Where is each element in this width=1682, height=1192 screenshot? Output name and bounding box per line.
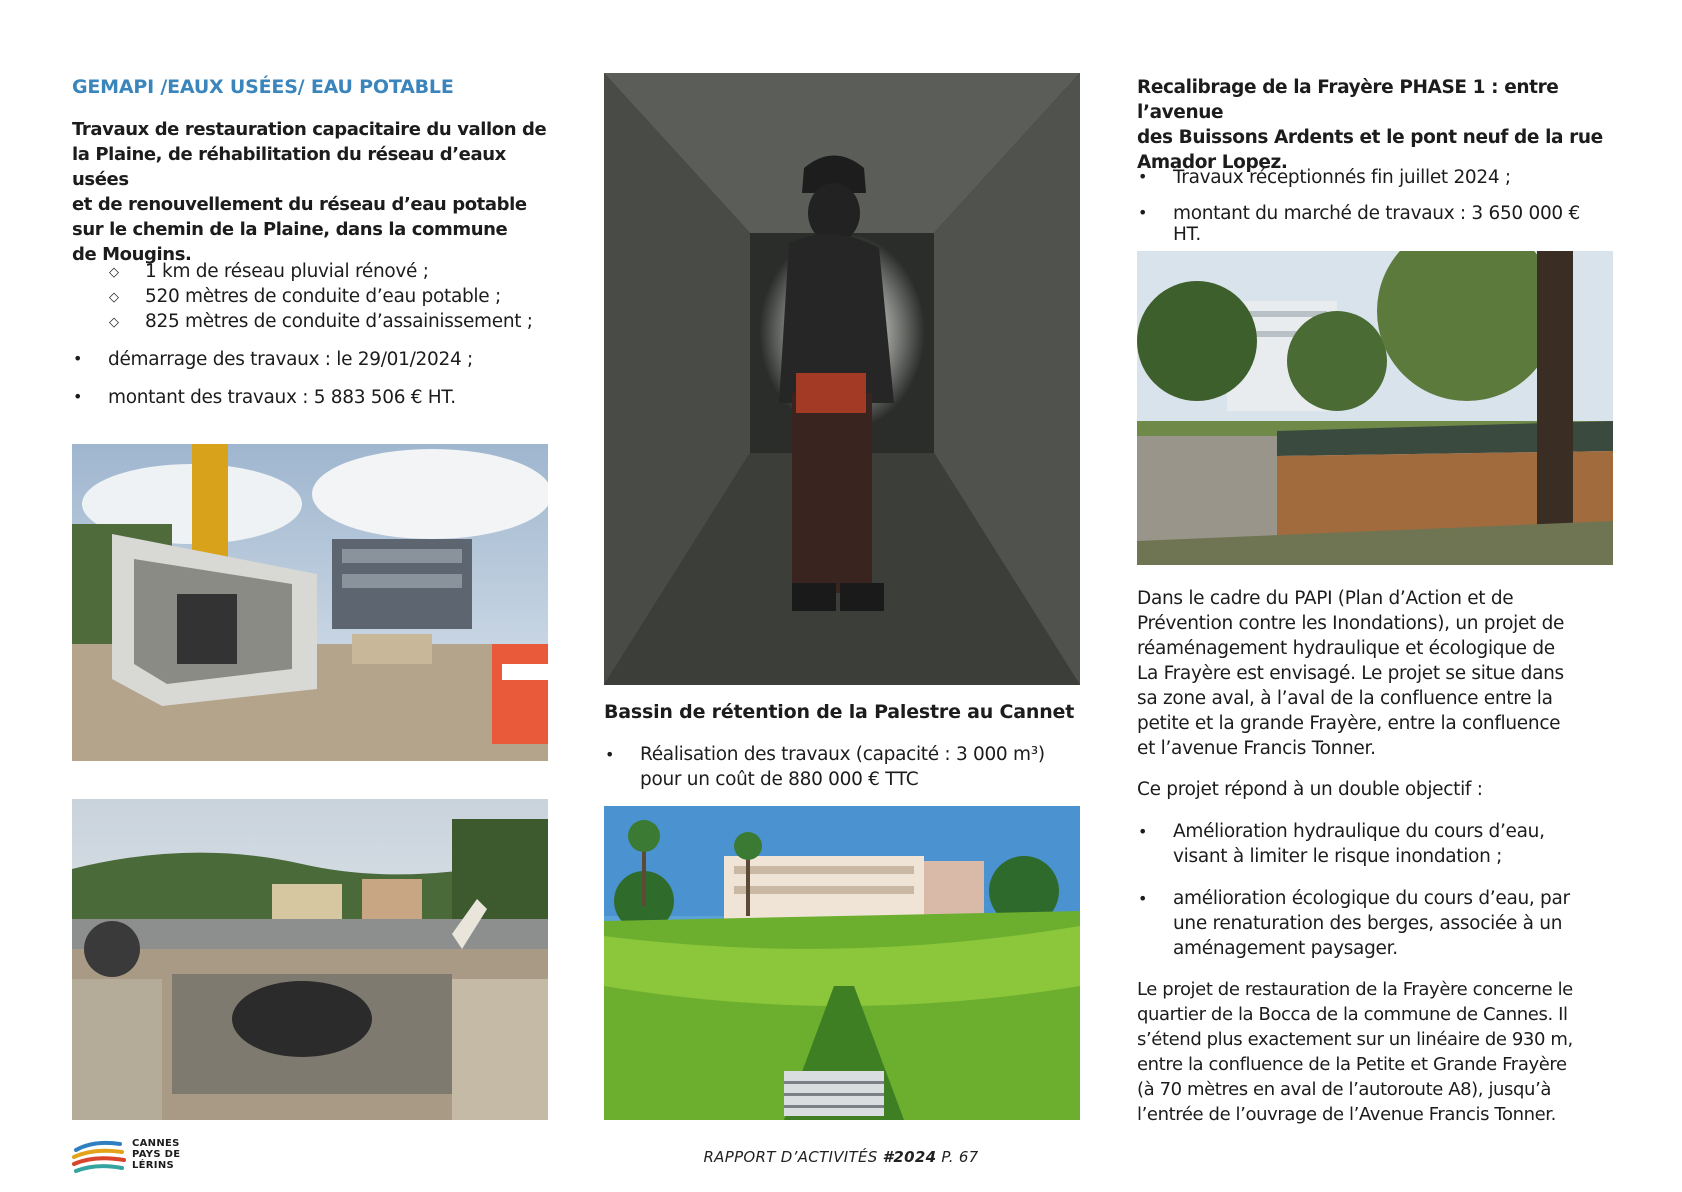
closing-paragraph	[1137, 977, 1573, 1127]
photo-tunnel-worker	[604, 73, 1080, 685]
list-item: • démarrage des travaux : le 29/01/2024 ;	[108, 349, 473, 370]
list-item: ◇ 1 km de réseau pluvial rénové ;	[145, 259, 533, 284]
phase-heading	[1137, 75, 1613, 175]
list-line: visant à limiter le risque inondation ;	[1173, 846, 1503, 867]
page-footer	[0, 1148, 1682, 1166]
closing-line: l’entrée de l’ouvrage de l’Avenue Francis Tonner.	[1137, 1104, 1556, 1125]
report-number: #2024	[882, 1148, 937, 1166]
intro-paragraph	[72, 117, 548, 267]
list-line: • amélioration écologique du cours d’eau, par	[1173, 888, 1570, 909]
intro-line: de Mougins.	[72, 244, 192, 265]
list-item: ◇ 520 mètres de conduite d’eau potable ;	[145, 284, 533, 309]
papi-line: réaménagement hydraulique et écologique de	[1137, 638, 1555, 659]
list-line: aménagement paysager.	[1173, 938, 1398, 959]
list-item	[1173, 886, 1570, 961]
closing-line: quartier de la Bocca de la commune de Cannes. Il	[1137, 1004, 1568, 1025]
list-item: • montant du marché de travaux : 3 650 000 € HT.	[1173, 203, 1613, 245]
sub-item-list	[145, 259, 533, 334]
heading-line: Amador Lopez.	[1137, 152, 1288, 173]
closing-line: (à 70 mètres en aval de l’autoroute A8), jusqu’à	[1137, 1079, 1552, 1100]
report-label: RAPPORT D’ACTIVITÉS	[703, 1148, 878, 1166]
objective-list	[1173, 819, 1570, 961]
logo-text: CANNES PAYS DE LÉRINS	[132, 1138, 181, 1171]
papi-line: Dans le cadre du PAPI (Plan d’Action et de	[1137, 588, 1514, 609]
list-line: une renaturation des berges, associée à un	[1173, 913, 1563, 934]
closing-line: Le projet de restauration de la Frayère concerne le	[1137, 979, 1573, 1000]
closing-line: entre la confluence de la Petite et Grande Frayère	[1137, 1054, 1567, 1075]
papi-line: sa zone aval, à l’aval de la confluence entre la	[1137, 688, 1553, 709]
list-line: • Amélioration hydraulique du cours d’eau,	[1173, 821, 1545, 842]
papi-line: petite et la grande Frayère, entre la confluence	[1137, 713, 1561, 734]
papi-line: et l’avenue Francis Tonner.	[1137, 738, 1376, 759]
bullet-list	[108, 349, 473, 408]
list-item	[1173, 819, 1570, 869]
heading-line: des Buissons Ardents et le pont neuf de la rue	[1137, 127, 1603, 148]
section-heading: Bassin de rétention de la Palestre au Cannet	[604, 701, 1075, 723]
objective-text: Ce projet répond à un double objectif :	[1137, 779, 1483, 800]
intro-line: Travaux de restauration capacitaire du vallon de	[72, 119, 547, 140]
bullet-list	[640, 742, 1045, 792]
papi-paragraph	[1137, 586, 1613, 761]
papi-line: La Frayère est envisagé. Le projet se situe dans	[1137, 663, 1564, 684]
bullet-list	[1173, 167, 1613, 245]
section-heading: GEMAPI /EAUX USÉES/ EAU POTABLE	[72, 76, 454, 98]
list-line: • Réalisation des travaux (capacité : 3 000 m³)	[640, 744, 1045, 765]
closing-line: s’étend plus exactement sur un linéaire de 930 m,	[1137, 1029, 1573, 1050]
photo-culvert-installation	[72, 444, 548, 761]
intro-line: sur le chemin de la Plaine, dans la commune	[72, 219, 508, 240]
intro-line: la Plaine, de réhabilitation du réseau d’eaux usées	[72, 144, 506, 190]
list-item	[640, 742, 1045, 792]
heading-line: Recalibrage de la Frayère PHASE 1 : entre l’avenue	[1137, 77, 1559, 123]
list-item: • montant des travaux : 5 883 506 € HT.	[108, 387, 473, 408]
page-number: P. 67	[941, 1148, 979, 1166]
list-item: • Travaux réceptionnés fin juillet 2024 ;	[1173, 167, 1613, 188]
list-item: ◇ 825 mètres de conduite d’assainissement ;	[145, 309, 533, 334]
photo-road-works	[72, 799, 548, 1120]
intro-line: et de renouvellement du réseau d’eau potable	[72, 194, 527, 215]
papi-line: Prévention contre les Inondations), un projet de	[1137, 613, 1565, 634]
photo-retention-basin	[604, 806, 1080, 1120]
photo-frayere-bridge	[1137, 251, 1613, 565]
list-line: pour un coût de 880 000 € TTC	[640, 769, 919, 790]
